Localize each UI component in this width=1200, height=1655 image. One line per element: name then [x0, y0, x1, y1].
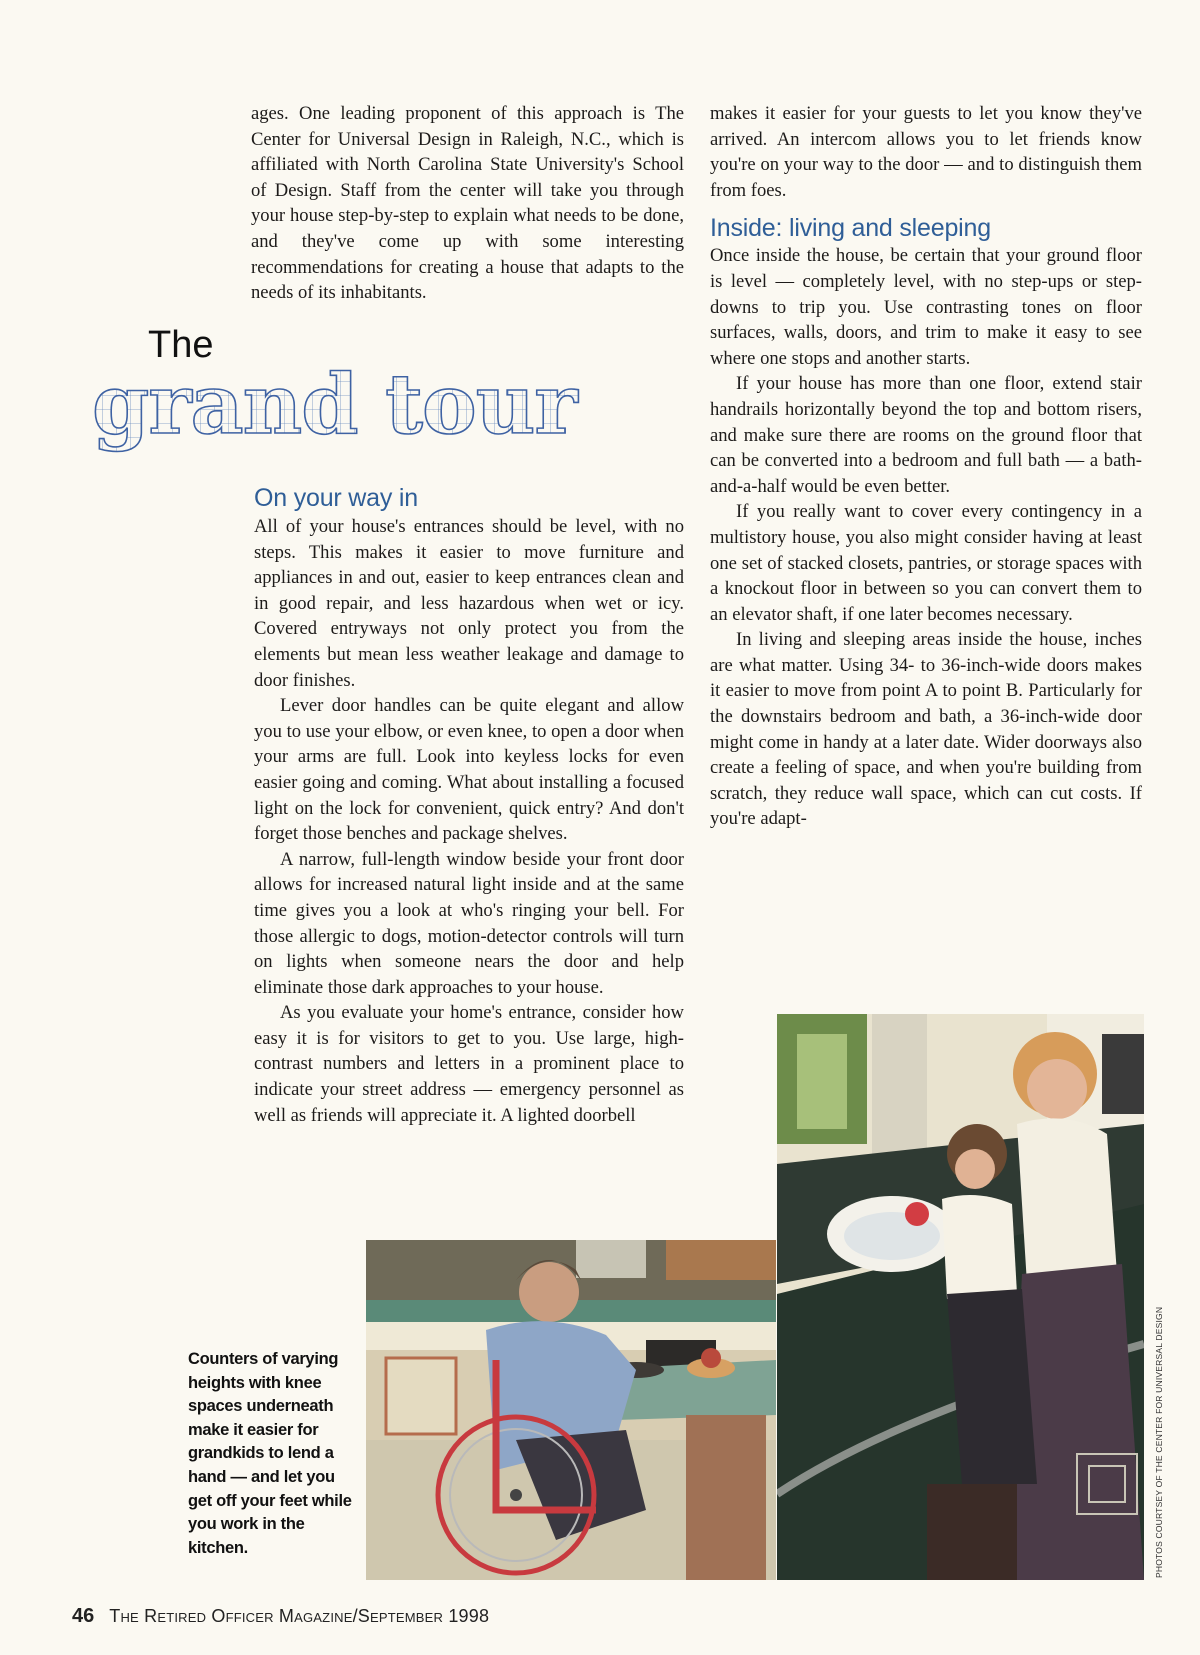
section-heading-on-your-way-in: On your way in: [254, 484, 418, 512]
body-paragraph: Lever door handles can be quite elegant and allow you to use your elbow, or even knee, to open a door when your arms are full. Look into keyless locks for even easier going and coming. What about installing a focused light on the lock for convenient, quick entry? And don't forget those benches and package shelves.: [254, 695, 684, 845]
section-heading-inside-living-and-sleeping: Inside: living and sleeping: [710, 214, 991, 243]
continued-paragraph: makes it easier for your guests to let you know they've arrived. An intercom allows you to let friends know you're on your way to the door — and to distinguish them from foes.: [710, 103, 1142, 201]
photo-child-at-sink: [777, 1014, 1144, 1580]
photo-caption: Counters of varying heights with knee spaces underneath make it easier for grandkids to lend a hand — and let you get off your feet while you work in the kitchen.: [188, 1350, 352, 1557]
column2: [710, 101, 1142, 832]
body-paragraph: If your house has more than one floor, extend stair handrails horizontally beyond the top and bottom risers, and make sure there are rooms on the ground floor that can be converted into a bedroom and full bath — a bath-and-a-half would be even better.: [710, 373, 1142, 497]
body-paragraph: In living and sleeping areas inside the house, inches are what matter. Using 34- to 36-inch-wide doors makes it easier to move from point A to point B. Particularly for the downstairs bedroom and bath, a 36-inch-wide door might come in handy at a later date. Wider doorways also create a feeling of space, and when you're building from scratch, they reduce wall space, which can cut costs. If you're adapt-: [710, 629, 1142, 830]
body-paragraph: If you really want to cover every contingency in a multistory house, you also might consider having at least one set of stacked closets, pantries, or storage spaces with a knockout floor in between so you can convert them to an elevator shaft, if one later becomes necessary.: [710, 501, 1142, 625]
page-number: 46: [72, 1605, 95, 1627]
headline-main: grand tour: [92, 357, 577, 453]
publication-line: The Retired Officer Magazine/September 1998: [109, 1606, 490, 1626]
photo-wheelchair-kitchen: [366, 1240, 776, 1580]
column1-section: [254, 483, 684, 1128]
headline: [88, 325, 648, 465]
photo-credit: PHOTOS COURTSEY OF THE CENTER FOR UNIVERSAL DESIGN: [1154, 1306, 1164, 1578]
page-footer: [72, 1605, 489, 1628]
body-paragraph: All of your house's entrances should be level, with no steps. This makes it easier to move furniture and appliances in and out, easier to keep entrances clean and in good repair, and less hazardous when wet or icy. Covered entryways not only protect you from the elements but mean less weather leakage and damage to door finishes.: [254, 516, 684, 691]
intro-paragraph: ages. One leading proponent of this approach is The Center for Universal Design in Raleigh, N.C., which is affiliated with North Carolina State University's School of Design. Staff from the center will take you through your house step-by-step to explain what needs to be done, and they've come up with some interesting recommendations for creating a house that adapts to the needs of its inhabitants.: [251, 103, 684, 304]
column1-intro: [251, 101, 684, 306]
headline-grand-tour-graphic: [88, 353, 648, 465]
headline-the: The: [148, 324, 214, 366]
body-paragraph: A narrow, full-length window beside your front door allows for increased natural light inside and at the same time gives you a look at who's ringing your bell. For those allergic to dogs, motion-detector controls will turn on lights when someone nears the door and help eliminate those dark approaches to your house.: [254, 848, 684, 998]
body-paragraph: As you evaluate your home's entrance, consider how easy it is for visitors to get to you. Use large, high-contrast numbers and letters in a prominent place to indicate your street address — emergency personnel as well as friends will appreciate it. A lighted doorbell: [254, 1002, 684, 1126]
body-paragraph: Once inside the house, be certain that your ground floor is level — completely level, with no step-ups or step-downs to trip you. Use contrasting tones on floor surfaces, walls, doors, and trim to make it easy to see where one stops and another starts.: [710, 245, 1142, 369]
